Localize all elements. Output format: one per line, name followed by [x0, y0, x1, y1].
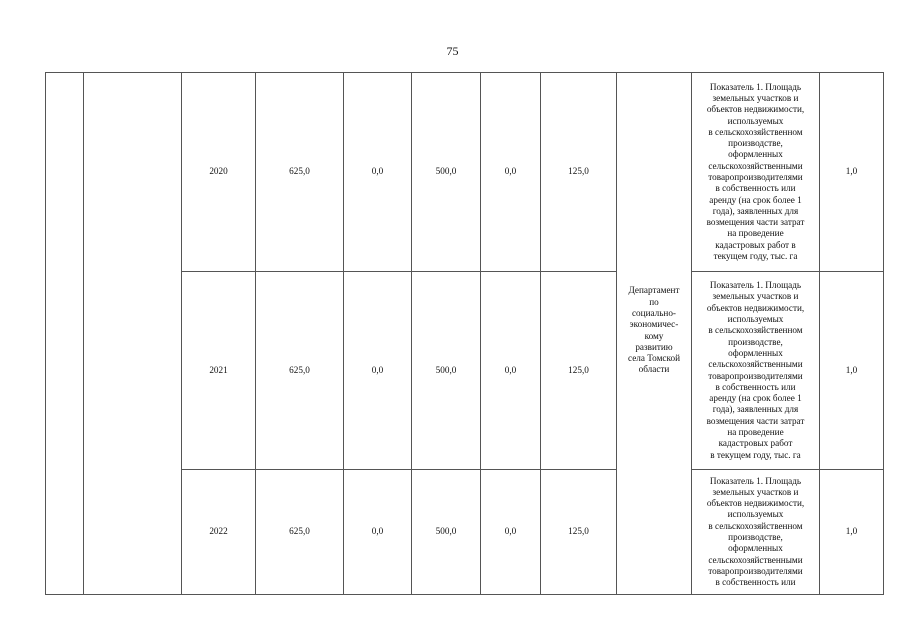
indicator-value-cell: 1,0: [820, 73, 884, 272]
total-cell: 625,0: [256, 73, 344, 272]
regional-budget-cell: 500,0: [412, 470, 481, 595]
page-number: 75: [446, 44, 459, 58]
indicator-cell: [692, 272, 820, 470]
year-cell: 2020: [182, 73, 256, 272]
federal-budget-cell: 0,0: [344, 73, 412, 272]
index-cell: [46, 73, 84, 595]
regional-budget-cell: 500,0: [412, 272, 481, 470]
department-text: Департамент по социально- экономичес- кому развитию села Томской области: [628, 285, 680, 375]
program-table: [45, 72, 884, 595]
indicator-cell: [692, 470, 820, 595]
indicator-value-cell: 1,0: [820, 470, 884, 595]
other-sources-cell: 125,0: [541, 272, 617, 470]
table-row: [46, 73, 884, 272]
local-budget-cell: 0,0: [481, 73, 541, 272]
total-cell: 625,0: [256, 470, 344, 595]
total-cell: 625,0: [256, 272, 344, 470]
local-budget-cell: 0,0: [481, 470, 541, 595]
other-sources-cell: 125,0: [541, 73, 617, 272]
indicator-text: Показатель 1. Площадь земельных участков и объектов недвижимости, используемых в сельскохозяйственном производстве, оформленных сельскохозяйственными товаропроизводителями в собственность или: [706, 475, 805, 588]
other-sources-cell: 125,0: [541, 470, 617, 595]
local-budget-cell: 0,0: [481, 272, 541, 470]
federal-budget-cell: 0,0: [344, 272, 412, 470]
federal-budget-cell: 0,0: [344, 470, 412, 595]
regional-budget-cell: 500,0: [412, 73, 481, 272]
indicator-value-cell: 1,0: [820, 272, 884, 470]
indicator-text: Показатель 1. Площадь земельных участков и объектов недвижимости, используемых в сельскохозяйственном производстве, оформленных сельскохозяйственными товаропроизводителями в собственность или аренду (на срок более 1 года), заявленных для возмещения части затрат на проведение кадастровых работ в текущем году, тыс. га: [706, 280, 805, 460]
measure-name-cell: [84, 73, 182, 595]
year-cell: 2021: [182, 272, 256, 470]
year-cell: 2022: [182, 470, 256, 595]
indicator-text: Показатель 1. Площадь земельных участков и объектов недвижимости, используемых в сельскохозяйственном производстве, оформленных сельскохозяйственными товаропроизводителями в собственность или аренду (на срок более 1 года), заявленных для возмещения части затрат на проведение кадастровых работ в текущем году, тыс. га: [706, 81, 805, 262]
indicator-cell: [692, 73, 820, 272]
department-cell: [617, 73, 692, 595]
